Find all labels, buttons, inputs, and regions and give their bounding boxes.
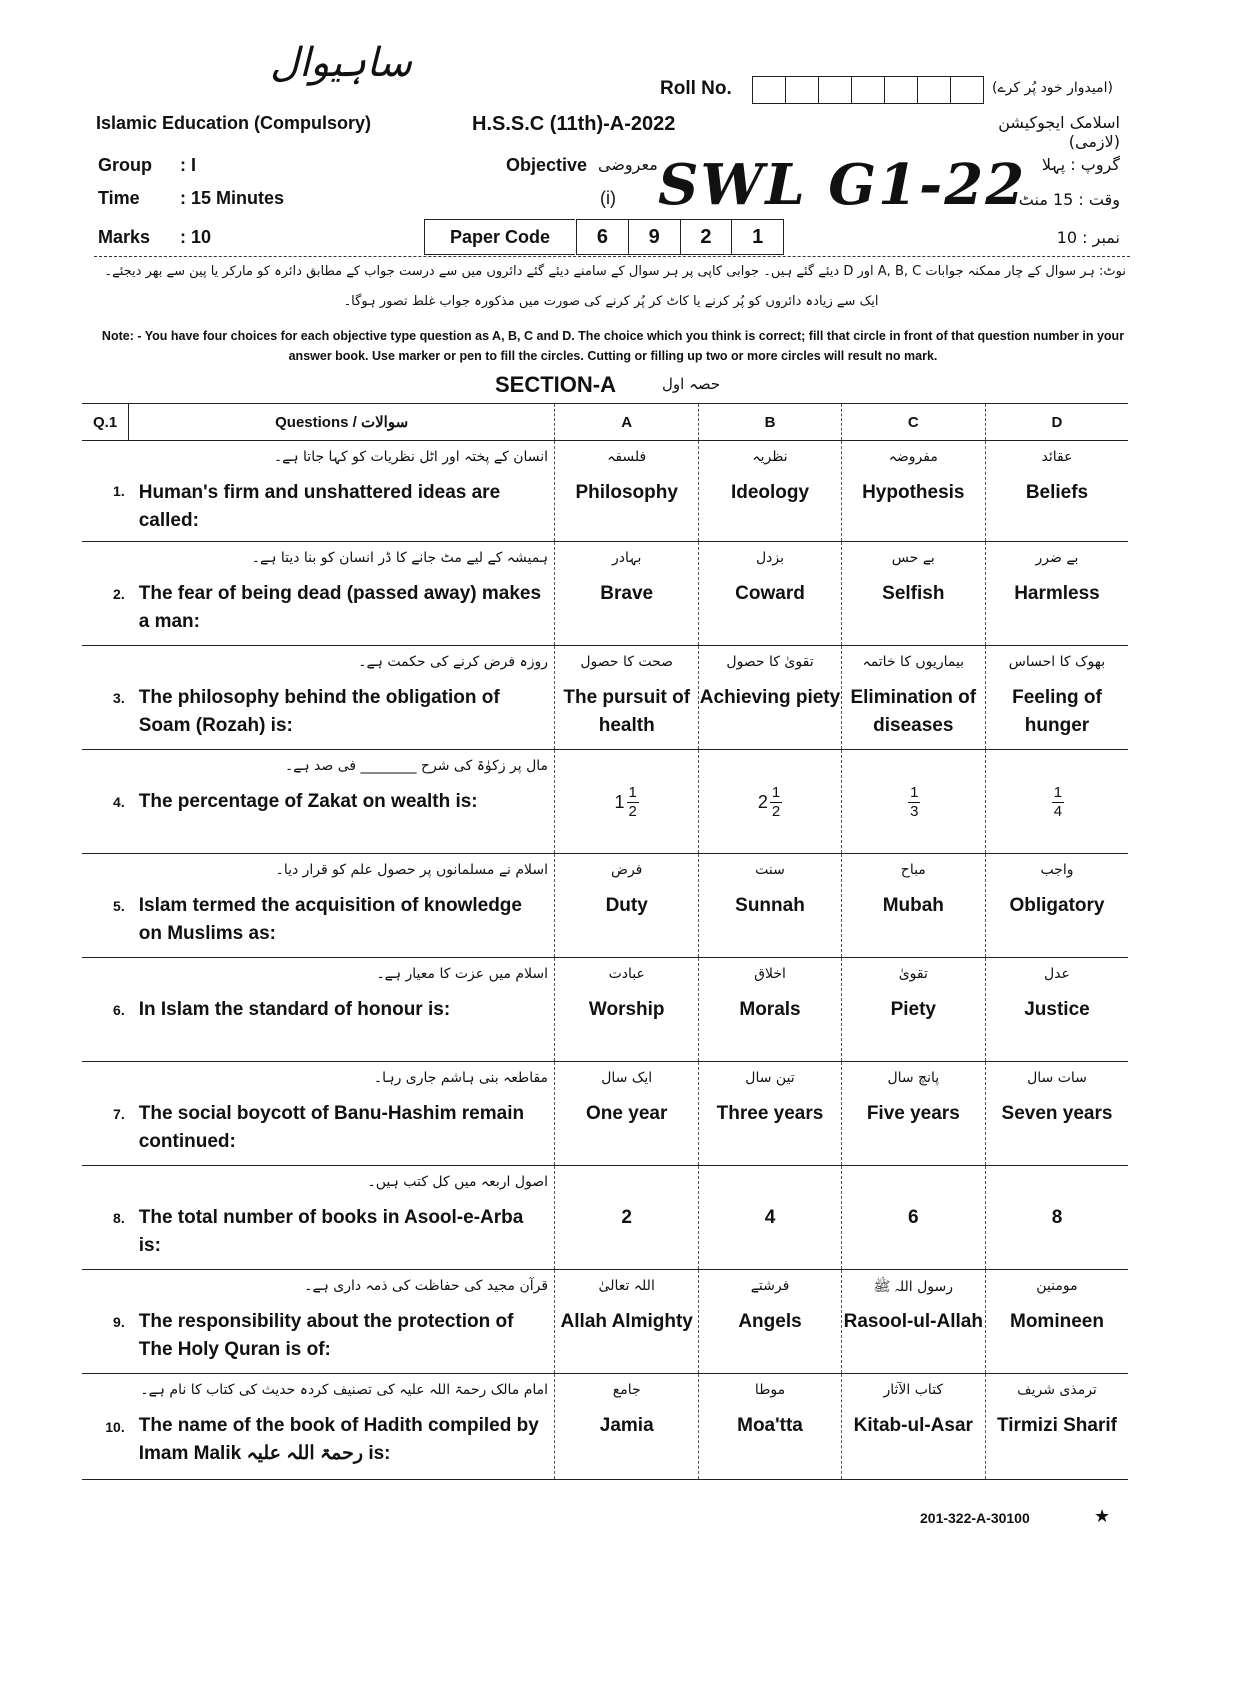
marks-label: Marks (98, 227, 151, 247)
table-row (82, 542, 1128, 646)
roll-number-boxes[interactable] (752, 76, 984, 104)
fraction-numerator: 1 (910, 784, 919, 801)
option-urdu (842, 1174, 985, 1204)
header-q: Q.1 (82, 404, 129, 441)
question-cell (129, 1270, 555, 1374)
option-cell-d (985, 1166, 1128, 1270)
question-cell (129, 750, 555, 854)
option-cell-a (555, 441, 699, 542)
option-urdu: واجب (1040, 862, 1074, 878)
option-urdu: اخلاق (754, 966, 786, 982)
option-english: Harmless (1014, 583, 1100, 604)
option-cell-a (555, 750, 699, 854)
question-english: Human's firm and unshattered ideas are called: (138, 482, 501, 531)
option-english: The pursuit of health (563, 687, 691, 736)
option-cell-b (699, 1270, 841, 1374)
option-urdu: اللہ تعالیٰ (598, 1278, 655, 1294)
fraction-numerator: 1 (771, 784, 781, 801)
option-cell-d (985, 646, 1128, 750)
question-number: 4. (82, 750, 129, 854)
question-urdu: ہمیشہ کے لیے مٹ جانے کا ڈر انسان کو بنا دیتا ہے۔ (251, 550, 549, 566)
option-urdu: سنت (755, 862, 785, 878)
option-cell-a (555, 1062, 699, 1166)
option-urdu (555, 1174, 698, 1204)
option-urdu: بھوک کا احساس (1008, 654, 1106, 670)
option-cell-c (841, 1166, 985, 1270)
fraction-value (615, 784, 639, 821)
table-row (82, 958, 1128, 1062)
option-cell-b (699, 1166, 841, 1270)
question-number: 2. (82, 542, 129, 646)
question-number: 5. (82, 854, 129, 958)
option-english: Elimination of diseases (850, 687, 977, 736)
question-english: The responsibility about the protection of The Holy Quran is of: (138, 1311, 514, 1360)
question-number: 6. (82, 958, 129, 1062)
option-urdu: نظریہ (752, 449, 788, 465)
option-english: Feeling of hunger (1012, 687, 1102, 736)
objective-urdu: معروضی (598, 155, 658, 174)
option-urdu: بے ضرر (1035, 550, 1079, 566)
option-cell-c (841, 646, 985, 750)
option-cell-c (841, 750, 985, 854)
time-urdu: وقت : 15 منٹ (1018, 190, 1120, 209)
fraction-denominator: 2 (771, 803, 781, 820)
question-urdu: انسان کے پختہ اور اٹل نظریات کو کہا جاتا ہے۔ (273, 449, 549, 465)
option-cell-d (985, 1062, 1128, 1166)
table-row (82, 854, 1128, 958)
option-cell-a (555, 958, 699, 1062)
option-english: Mubah (882, 895, 944, 916)
table-row (82, 1374, 1128, 1480)
option-cell-c (841, 1062, 985, 1166)
option-english: 2 (621, 1207, 632, 1228)
question-english: The percentage of Zakat on wealth is: (138, 791, 478, 812)
paper-code-boxes (576, 219, 784, 255)
table-row (82, 646, 1128, 750)
question-number: 10. (82, 1374, 129, 1480)
option-urdu: بزدل (755, 550, 785, 566)
question-urdu: اسلام میں عزت کا معیار ہے۔ (376, 966, 549, 982)
option-urdu: فلسفہ (607, 449, 647, 465)
header-b: B (699, 404, 841, 441)
option-cell-d (985, 441, 1128, 542)
option-english: Morals (739, 999, 801, 1020)
option-cell-c (841, 854, 985, 958)
note-english: Note: - You have four choices for each objective type question as A, B, C and D. The choice which you think is correct; fill that circle in front of that question number in your answer book. Use marker or pen to fill the circles. Cutting or filling up two or more circles will result no mark. (101, 329, 1125, 363)
option-cell-d (985, 750, 1128, 854)
option-cell-a (555, 1270, 699, 1374)
option-english: 4 (764, 1207, 776, 1228)
option-english: Coward (735, 583, 805, 604)
fraction-whole: 1 (614, 792, 625, 812)
option-english: Selfish (882, 583, 945, 604)
fraction-numerator: 1 (1053, 784, 1063, 801)
question-cell (129, 542, 555, 646)
option-urdu: ایک سال (601, 1070, 653, 1086)
paper-code-label: Paper Code (424, 219, 575, 255)
question-english: The name of the book of Hadith compiled by Imam Malik رحمۃ اللہ علیہ is: (138, 1415, 539, 1464)
table-row (82, 1270, 1128, 1374)
option-cell-d (985, 854, 1128, 958)
option-urdu: بہادر (612, 550, 642, 566)
option-cell-b (699, 1062, 841, 1166)
marks-value: : 10 (180, 227, 212, 247)
fraction-value (906, 784, 920, 821)
footer-code: 201-322-A-30100 (920, 1510, 1030, 1526)
question-urdu: اصول اربعہ میں کل کتب ہیں۔ (367, 1174, 549, 1190)
option-english: Three years (716, 1103, 824, 1124)
question-urdu: اسلام نے مسلمانوں پر حصول علم کو قرار دیا۔ (275, 862, 549, 878)
note-urdu-2: ایک سے زیادہ دائروں کو پُر کرنے یا کاٹ کر پُر کرنے کی صورت میں مذکورہ جواب غلط تصور ہوگا۔ (343, 294, 879, 309)
option-english: Philosophy (575, 482, 678, 503)
question-cell (129, 646, 555, 750)
question-cell (129, 441, 555, 542)
objective-label: Objective (506, 155, 588, 175)
option-english: Rasool-ul-Allah (843, 1311, 983, 1332)
option-cell-b (699, 854, 841, 958)
option-urdu: مباح (900, 862, 926, 878)
option-urdu: تقویٰ (898, 966, 928, 982)
time-label: Time (98, 188, 140, 208)
paper-code-digit: 2 (681, 220, 733, 254)
option-english: Jamia (599, 1415, 654, 1436)
footer-star: ★ (1094, 1506, 1111, 1526)
question-cell (129, 1166, 555, 1270)
option-urdu: مومنین (1036, 1278, 1078, 1294)
option-cell-c (841, 441, 985, 542)
handwritten-region: ساہیوال (270, 40, 413, 86)
option-cell-b (699, 958, 841, 1062)
option-english: Brave (600, 583, 654, 604)
option-english: 6 (908, 1207, 919, 1228)
option-english: Kitab-ul-Asar (853, 1415, 973, 1436)
option-cell-b (699, 441, 841, 542)
table-row (82, 441, 1128, 542)
question-english: In Islam the standard of honour is: (138, 999, 451, 1020)
option-english: Hypothesis (862, 482, 965, 503)
paper-code-digit: 1 (752, 226, 764, 248)
option-english: Ideology (730, 482, 810, 503)
paper-code-digit: 6 (577, 220, 629, 254)
option-urdu: تقویٰ کا حصول (726, 654, 814, 670)
table-row (82, 750, 1128, 854)
option-english: Sunnah (735, 895, 805, 916)
time-value: : 15 Minutes (180, 188, 285, 208)
fraction-denominator: 3 (910, 803, 919, 820)
question-urdu: مقاطعہ بنی ہاشم جاری رہا۔ (373, 1070, 549, 1086)
option-cell-a (555, 854, 699, 958)
option-urdu: سات سال (1027, 1070, 1087, 1086)
option-english: Angels (738, 1311, 802, 1332)
header-d: D (985, 404, 1128, 441)
option-urdu: مفروضہ (888, 449, 938, 465)
question-number: 3. (82, 646, 129, 750)
option-urdu: فرشتے (750, 1278, 790, 1294)
roll-urdu-note: (امیدوار خود پُر کرے) (992, 80, 1113, 96)
option-urdu: جامع (612, 1382, 641, 1398)
subject-english: Islamic Education (Compulsory) (96, 113, 372, 133)
option-urdu: پانچ سال (887, 1070, 940, 1086)
question-english: The social boycott of Banu-Hashim remain continued: (138, 1103, 525, 1152)
question-cell (129, 1062, 555, 1166)
option-english: Achieving piety (699, 687, 841, 708)
group-urdu: گروپ : پہلا (1041, 155, 1120, 174)
option-cell-a (555, 1374, 699, 1480)
option-english: Allah Almighty (560, 1311, 693, 1332)
option-cell-b (699, 646, 841, 750)
option-urdu: عقائد (1041, 449, 1073, 465)
fraction-denominator: 2 (628, 803, 637, 820)
header-divider (94, 256, 1130, 257)
option-urdu: عدل (1044, 966, 1070, 982)
question-number: 9. (82, 1270, 129, 1374)
option-english: Obligatory (1009, 895, 1105, 916)
option-urdu: عبادت (608, 966, 645, 982)
option-english: Momineen (1010, 1311, 1104, 1332)
option-cell-d (985, 1270, 1128, 1374)
option-urdu (986, 1174, 1128, 1204)
option-english: Justice (1024, 999, 1090, 1020)
option-urdu: صحت کا حصول (580, 654, 674, 670)
question-english: The total number of books in Asool-e-Arba is: (138, 1207, 524, 1256)
option-cell-c (841, 1374, 985, 1480)
question-number: 7. (82, 1062, 129, 1166)
question-english: The fear of being dead (passed away) makes a man: (138, 583, 542, 632)
header-c: C (841, 404, 985, 441)
questions-table (82, 403, 1128, 1480)
option-urdu: ترمذی شریف (1017, 1382, 1097, 1398)
question-cell (129, 958, 555, 1062)
table-row (82, 1166, 1128, 1270)
option-urdu: کتاب الآثار (883, 1382, 944, 1398)
option-cell-b (699, 1374, 841, 1480)
roll-label: Roll No. (660, 78, 732, 99)
option-cell-a (555, 1166, 699, 1270)
option-english: Seven years (1001, 1103, 1113, 1124)
question-cell (129, 1374, 555, 1480)
option-cell-d (985, 542, 1128, 646)
option-english: One year (586, 1103, 668, 1124)
question-english: Islam termed the acquisition of knowledge on Muslims as: (138, 895, 522, 944)
option-urdu: بیماریوں کا خاتمہ (862, 654, 965, 670)
table-row (82, 1062, 1128, 1166)
subject-urdu: اسلامک ایجوکیشن (لازمی) (998, 113, 1120, 151)
option-cell-a (555, 646, 699, 750)
section-title-urdu: حصہ اول (662, 375, 721, 393)
option-english: 8 (1051, 1207, 1063, 1228)
option-english: Five years (866, 1103, 960, 1124)
option-urdu: بے حس (891, 550, 935, 566)
question-number: 8. (82, 1166, 129, 1270)
option-cell-c (841, 542, 985, 646)
handwritten-code: SWL G1-22 (658, 152, 1027, 218)
option-english: Beliefs (1025, 482, 1089, 503)
fraction-value (1050, 784, 1064, 821)
question-urdu: روزہ فرض کرنے کی حکمت ہے۔ (358, 654, 549, 670)
option-english: Duty (605, 895, 648, 916)
option-cell-d (985, 958, 1128, 1062)
question-english: The philosophy behind the obligation of Soam (Rozah) is: (138, 687, 500, 736)
option-urdu: فرض (611, 862, 643, 878)
option-english: Tirmizi Sharif (996, 1415, 1117, 1436)
question-urdu: مال پر زکوٰۃ کی شرح ________ فی صد ہے۔ (284, 758, 549, 774)
question-urdu: امام مالک رحمۃ اللہ علیہ کی تصنیف کردہ حدیث کی کتاب کا نام ہے۔ (140, 1382, 549, 1398)
section-title: SECTION-A (495, 372, 616, 397)
option-cell-a (555, 542, 699, 646)
header-a: A (555, 404, 699, 441)
marks-urdu: نمبر : 10 (1056, 228, 1120, 247)
option-english: Moa'tta (737, 1415, 803, 1436)
option-english: Piety (890, 999, 936, 1020)
header-questions: Questions / سوالات (129, 404, 555, 441)
option-cell-d (985, 1374, 1128, 1480)
option-urdu (699, 1174, 840, 1204)
question-cell (129, 854, 555, 958)
option-cell-b (699, 750, 841, 854)
question-urdu: قرآن مجید کی حفاظت کی ذمہ داری ہے۔ (304, 1278, 549, 1294)
fraction-whole: 2 (757, 792, 768, 812)
option-cell-c (841, 958, 985, 1062)
option-english: Worship (588, 999, 665, 1020)
page-number: (i) (600, 188, 616, 208)
exam-title: H.S.S.C (11th)-A-2022 (472, 113, 676, 135)
note-urdu-1: نوٹ: ہر سوال کے چار ممکنہ جوابات A, B, C اور D دیئے گئے ہیں۔ جوابی کاپی پر ہر سوال کے سامنے دیئے گئے دائروں میں سے درست جواب کے مطابق دائرہ کو مارکر یا پین سے بھر دیجئے۔ (104, 264, 1126, 279)
fraction-value (758, 784, 782, 821)
paper-code-digit: 9 (629, 220, 681, 254)
option-cell-c (841, 1270, 985, 1374)
fraction-numerator: 1 (628, 784, 637, 801)
option-urdu: رسول اللہ ﷺ (873, 1279, 954, 1295)
option-urdu: موطا (754, 1382, 786, 1398)
fraction-denominator: 4 (1053, 803, 1063, 820)
option-cell-b (699, 542, 841, 646)
question-number: 1. (82, 441, 129, 542)
option-urdu: تین سال (745, 1070, 795, 1086)
group-label: Group (98, 155, 152, 175)
group-value: : I (180, 155, 196, 175)
